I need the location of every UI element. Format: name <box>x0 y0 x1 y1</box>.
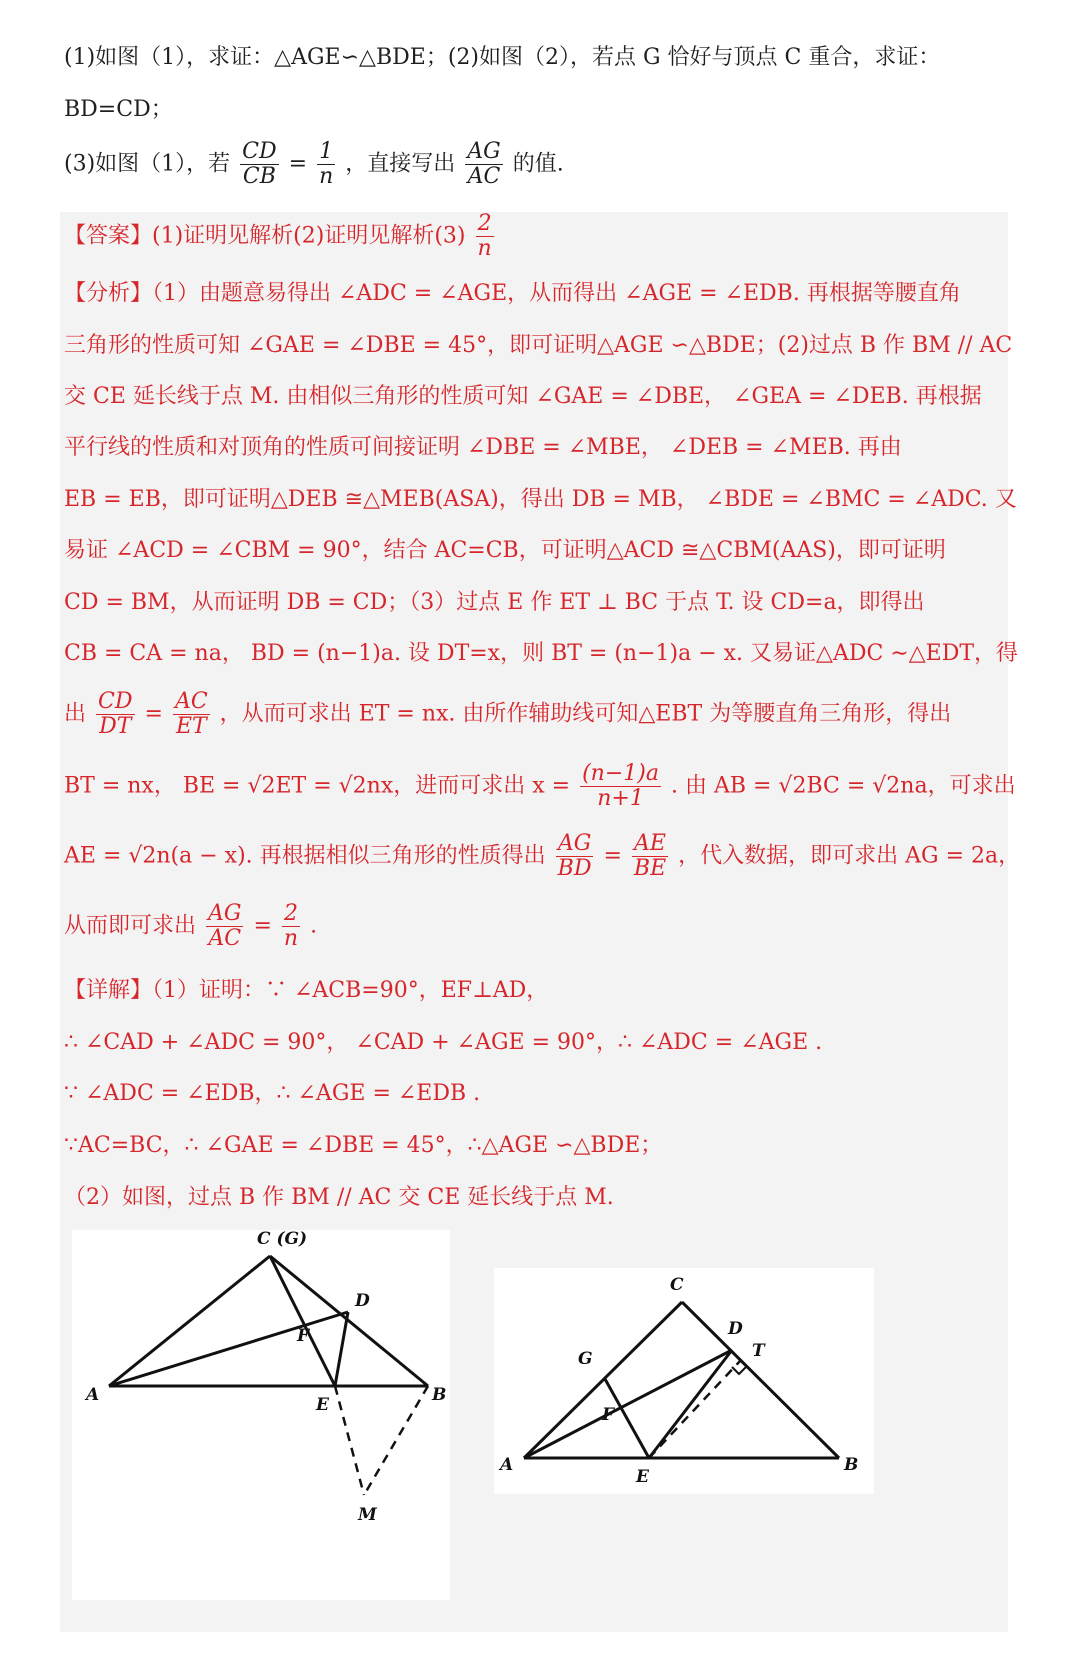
label-f: F <box>297 1326 310 1346</box>
label-f: F <box>602 1405 615 1425</box>
segment-ad <box>524 1350 732 1458</box>
fraction: $\frac{CD}{DT}$ <box>98 689 133 740</box>
fraction: $\frac{(n-1)a}{n+1}$ <box>582 761 659 812</box>
label-e: E <box>636 1467 649 1487</box>
analysis-line-3: 交 CE 延长线于点 M. 由相似三角形的性质可知 ∠GAE = ∠DBE， ∠GEA = ∠DEB. 再根据 <box>64 384 982 409</box>
analysis-line-12: 从而即可求出 $\frac{AG}{AC}$ = $\frac{2}{n}$ . <box>64 901 318 952</box>
answer-line: 【答案】(1)证明见解析(2)证明见解析(3) $\frac{2}{n}$ <box>64 211 492 262</box>
detail-line-1: 【详解】（1）证明：∵ ∠ACB=90°，EF⊥AD， <box>64 978 549 1003</box>
analysis-line-6: 易证 ∠ACD = ∠CBM = 90°，结合 AC=CB，可证明△ACD ≅△CBM(AAS)，即可证明 <box>64 538 946 563</box>
fraction: $\frac{AG}{BD}$ <box>557 831 592 882</box>
label-d: D <box>355 1291 370 1311</box>
label-c: C (G) <box>257 1230 308 1249</box>
fraction: $\frac{AG}{AC}$ <box>467 139 501 190</box>
figure-1 <box>72 1230 450 1600</box>
segment-de <box>335 1312 348 1386</box>
figure-2-diagram <box>494 1268 874 1494</box>
analysis-line-7: CD = BM，从而证明 DB = CD；（3）过点 E 作 ET ⊥ BC 于点 T. 设 CD=a，即得出 <box>64 590 925 615</box>
figure-1-diagram <box>72 1230 450 1600</box>
label-b: B <box>844 1455 859 1475</box>
label-a: A <box>86 1385 100 1405</box>
segment-bm <box>364 1386 428 1495</box>
label-d: D <box>728 1319 743 1339</box>
problem-line-2: BD=CD； <box>64 97 173 122</box>
detail-line-5: （2）如图，过点 B 作 BM // AC 交 CE 延长线于点 M. <box>64 1185 614 1210</box>
fraction: $\frac{AC}{ET}$ <box>174 689 208 740</box>
analysis-line-11: AE = √2n(a − x). 再根据相似三角形的性质得出 $\frac{AG}{BD}$ = $\frac{AE}{BE}$ ，代入数据，即可求出 AG = 2a， <box>64 831 1021 882</box>
segment-de <box>649 1350 732 1458</box>
fraction: $\frac{1}{n}$ <box>319 139 334 190</box>
analysis-line-10: BT = nx， BE = √2ET = √2nx，进而可求出 x = $\frac{(n-1)a}{n+1}$ . 由 AB = √2BC = √2na，可求出 <box>64 761 1016 812</box>
segment-em <box>335 1386 364 1495</box>
fraction: $\frac{CD}{CB}$ <box>242 139 277 190</box>
right-angle-mark <box>732 1367 746 1374</box>
fraction: $\frac{2}{n}$ <box>477 211 492 262</box>
analysis-line-5: EB = EB，即可证明△DEB ≅△MEB(ASA)，得出 DB = MB， ∠BDE = ∠BMC = ∠ADC. 又 <box>64 487 1017 512</box>
detail-line-3: ∵ ∠ADC = ∠EDB，∴ ∠AGE = ∠EDB . <box>64 1081 481 1106</box>
detail-line-2: ∴ ∠CAD + ∠ADC = 90°， ∠CAD + ∠AGE = 90°，∴ ∠ADC = ∠AGE . <box>64 1030 823 1055</box>
label-e: E <box>316 1395 329 1415</box>
segment-ac <box>109 1256 270 1386</box>
label-t: T <box>752 1341 765 1361</box>
label-g: G <box>578 1349 593 1369</box>
fraction: $\frac{AG}{AC}$ <box>208 901 242 952</box>
segment-et <box>649 1360 741 1458</box>
segment-ac <box>524 1302 682 1458</box>
detail-line-4: ∵AC=BC，∴ ∠GAE = ∠DBE = 45°，∴△AGE ∽△BDE； <box>64 1133 663 1158</box>
segment-cb <box>270 1256 428 1386</box>
analysis-line-9: 出 $\frac{CD}{DT}$ = $\frac{AC}{ET}$ ，从而可求出 ET = nx. 由所作辅助线可知△EBT 为等腰直角三角形，得出 <box>64 689 952 740</box>
fraction: $\frac{AE}{BE}$ <box>633 831 667 882</box>
fraction: $\frac{2}{n}$ <box>283 901 299 952</box>
analysis-line-8: CB = CA = na， BD = (n−1)a. 设 DT=x，则 BT = (n−1)a − x. 又易证△ADC ∼△EDT，得 <box>64 641 1019 666</box>
label-c: C <box>670 1275 684 1295</box>
label-m: M <box>358 1505 377 1525</box>
problem-line-3: (3)如图（1），若 $\frac{CD}{CB}$ = $\frac{1}{n}$ ，直接写出 $\frac{AG}{AC}$ 的值. <box>64 139 564 190</box>
label-b: B <box>432 1385 447 1405</box>
segment-cb <box>682 1302 839 1458</box>
analysis-line-1: 【分析】（1）由题意易得出 ∠ADC = ∠AGE，从而得出 ∠AGE = ∠EDB. 再根据等腰直角 <box>64 281 961 306</box>
analysis-line-4: 平行线的性质和对顶角的性质可间接证明 ∠DBE = ∠MBE， ∠DEB = ∠MEB. 再由 <box>64 435 902 460</box>
figure-2 <box>494 1268 874 1494</box>
analysis-line-2: 三角形的性质可知 ∠GAE = ∠DBE = 45°，即可证明△AGE ∽△BDE；(2)过点 B 作 BM // AC <box>64 333 1013 358</box>
segment-ad <box>109 1312 348 1386</box>
label-a: A <box>500 1455 514 1475</box>
segment-ce <box>270 1256 335 1386</box>
problem-line-1: (1)如图（1），求证：△AGE∽△BDE；(2)如图（2），若点 G 恰好与顶点 C 重合，求证： <box>64 45 941 70</box>
